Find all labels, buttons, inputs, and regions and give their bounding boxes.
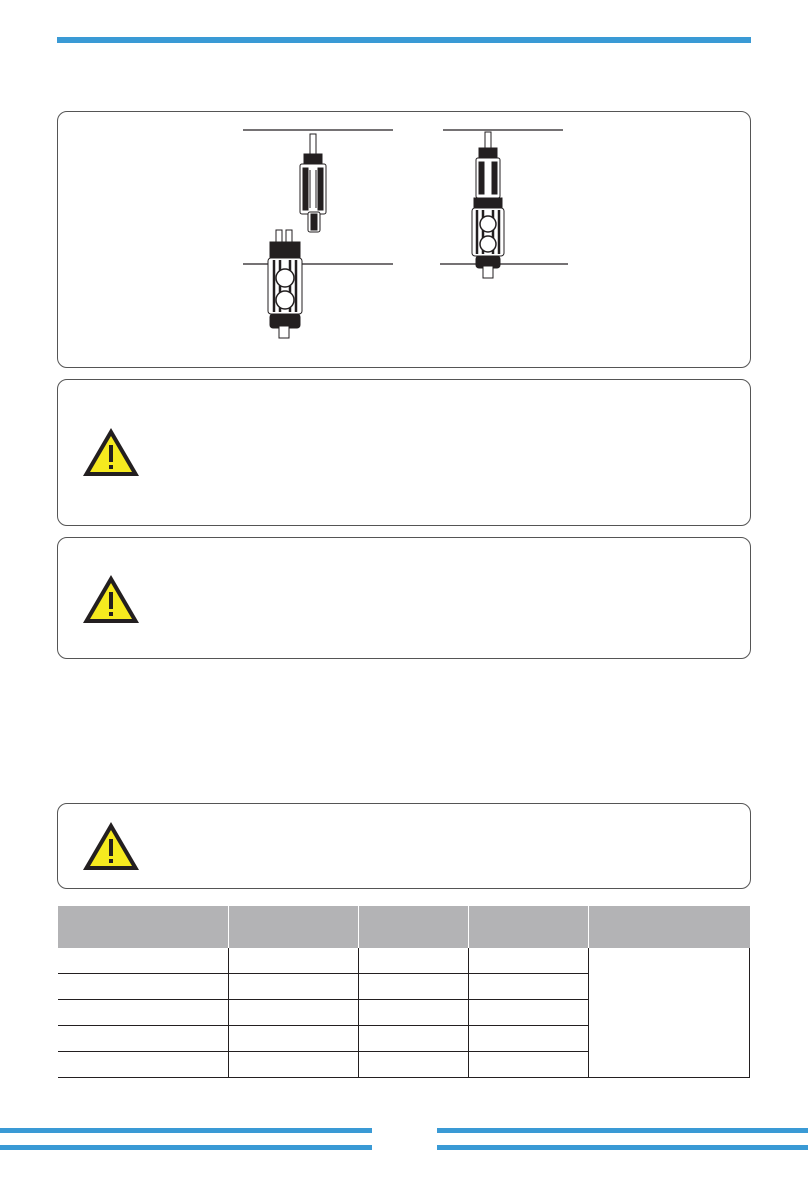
footer-rule-right-top [437, 1128, 808, 1133]
table-cell [58, 1026, 229, 1052]
warning-box-3 [57, 803, 751, 889]
warning-triangle-icon [81, 426, 141, 478]
table-cell [469, 974, 589, 1000]
warning-box-1 [57, 379, 751, 526]
table-row [58, 948, 750, 974]
table-header-cell [589, 906, 750, 948]
table-cell [58, 1052, 229, 1078]
table-cell [469, 1052, 589, 1078]
table-cell [469, 1026, 589, 1052]
footer-rule-left-bottom [0, 1145, 372, 1150]
table-header-cell [359, 906, 469, 948]
warning-box-2 [57, 537, 751, 659]
table-header-cell [58, 906, 229, 948]
table-cell [469, 948, 589, 974]
table-cell [469, 1000, 589, 1026]
warning-triangle-icon [81, 820, 141, 872]
table-cell [229, 1052, 359, 1078]
table-cell-merged [589, 948, 750, 1078]
table-cell [229, 1026, 359, 1052]
table-cell [229, 974, 359, 1000]
table-cell [359, 1000, 469, 1026]
table-cell [359, 948, 469, 974]
table-cell [229, 948, 359, 974]
warning-triangle-icon [81, 573, 141, 625]
table-header-cell [469, 906, 589, 948]
table-cell [229, 1000, 359, 1026]
pv-connector-female-icon [268, 230, 302, 338]
table-cell [58, 948, 229, 974]
table-header-row [58, 906, 750, 948]
table-cell [359, 974, 469, 1000]
pv-connector-male-icon [300, 134, 326, 232]
footer-rule-right-bottom [437, 1145, 808, 1150]
connector-illustration [58, 112, 752, 369]
cable-spec-table [58, 906, 750, 1078]
table-cell [58, 974, 229, 1000]
table-cell [58, 1000, 229, 1026]
pv-connector-assembled-icon [472, 132, 504, 278]
table-header-cell [229, 906, 359, 948]
connector-figure-box [57, 111, 751, 368]
footer-rule-left-top [0, 1128, 372, 1133]
table-cell [359, 1052, 469, 1078]
header-rule [57, 37, 751, 43]
table-cell [359, 1026, 469, 1052]
